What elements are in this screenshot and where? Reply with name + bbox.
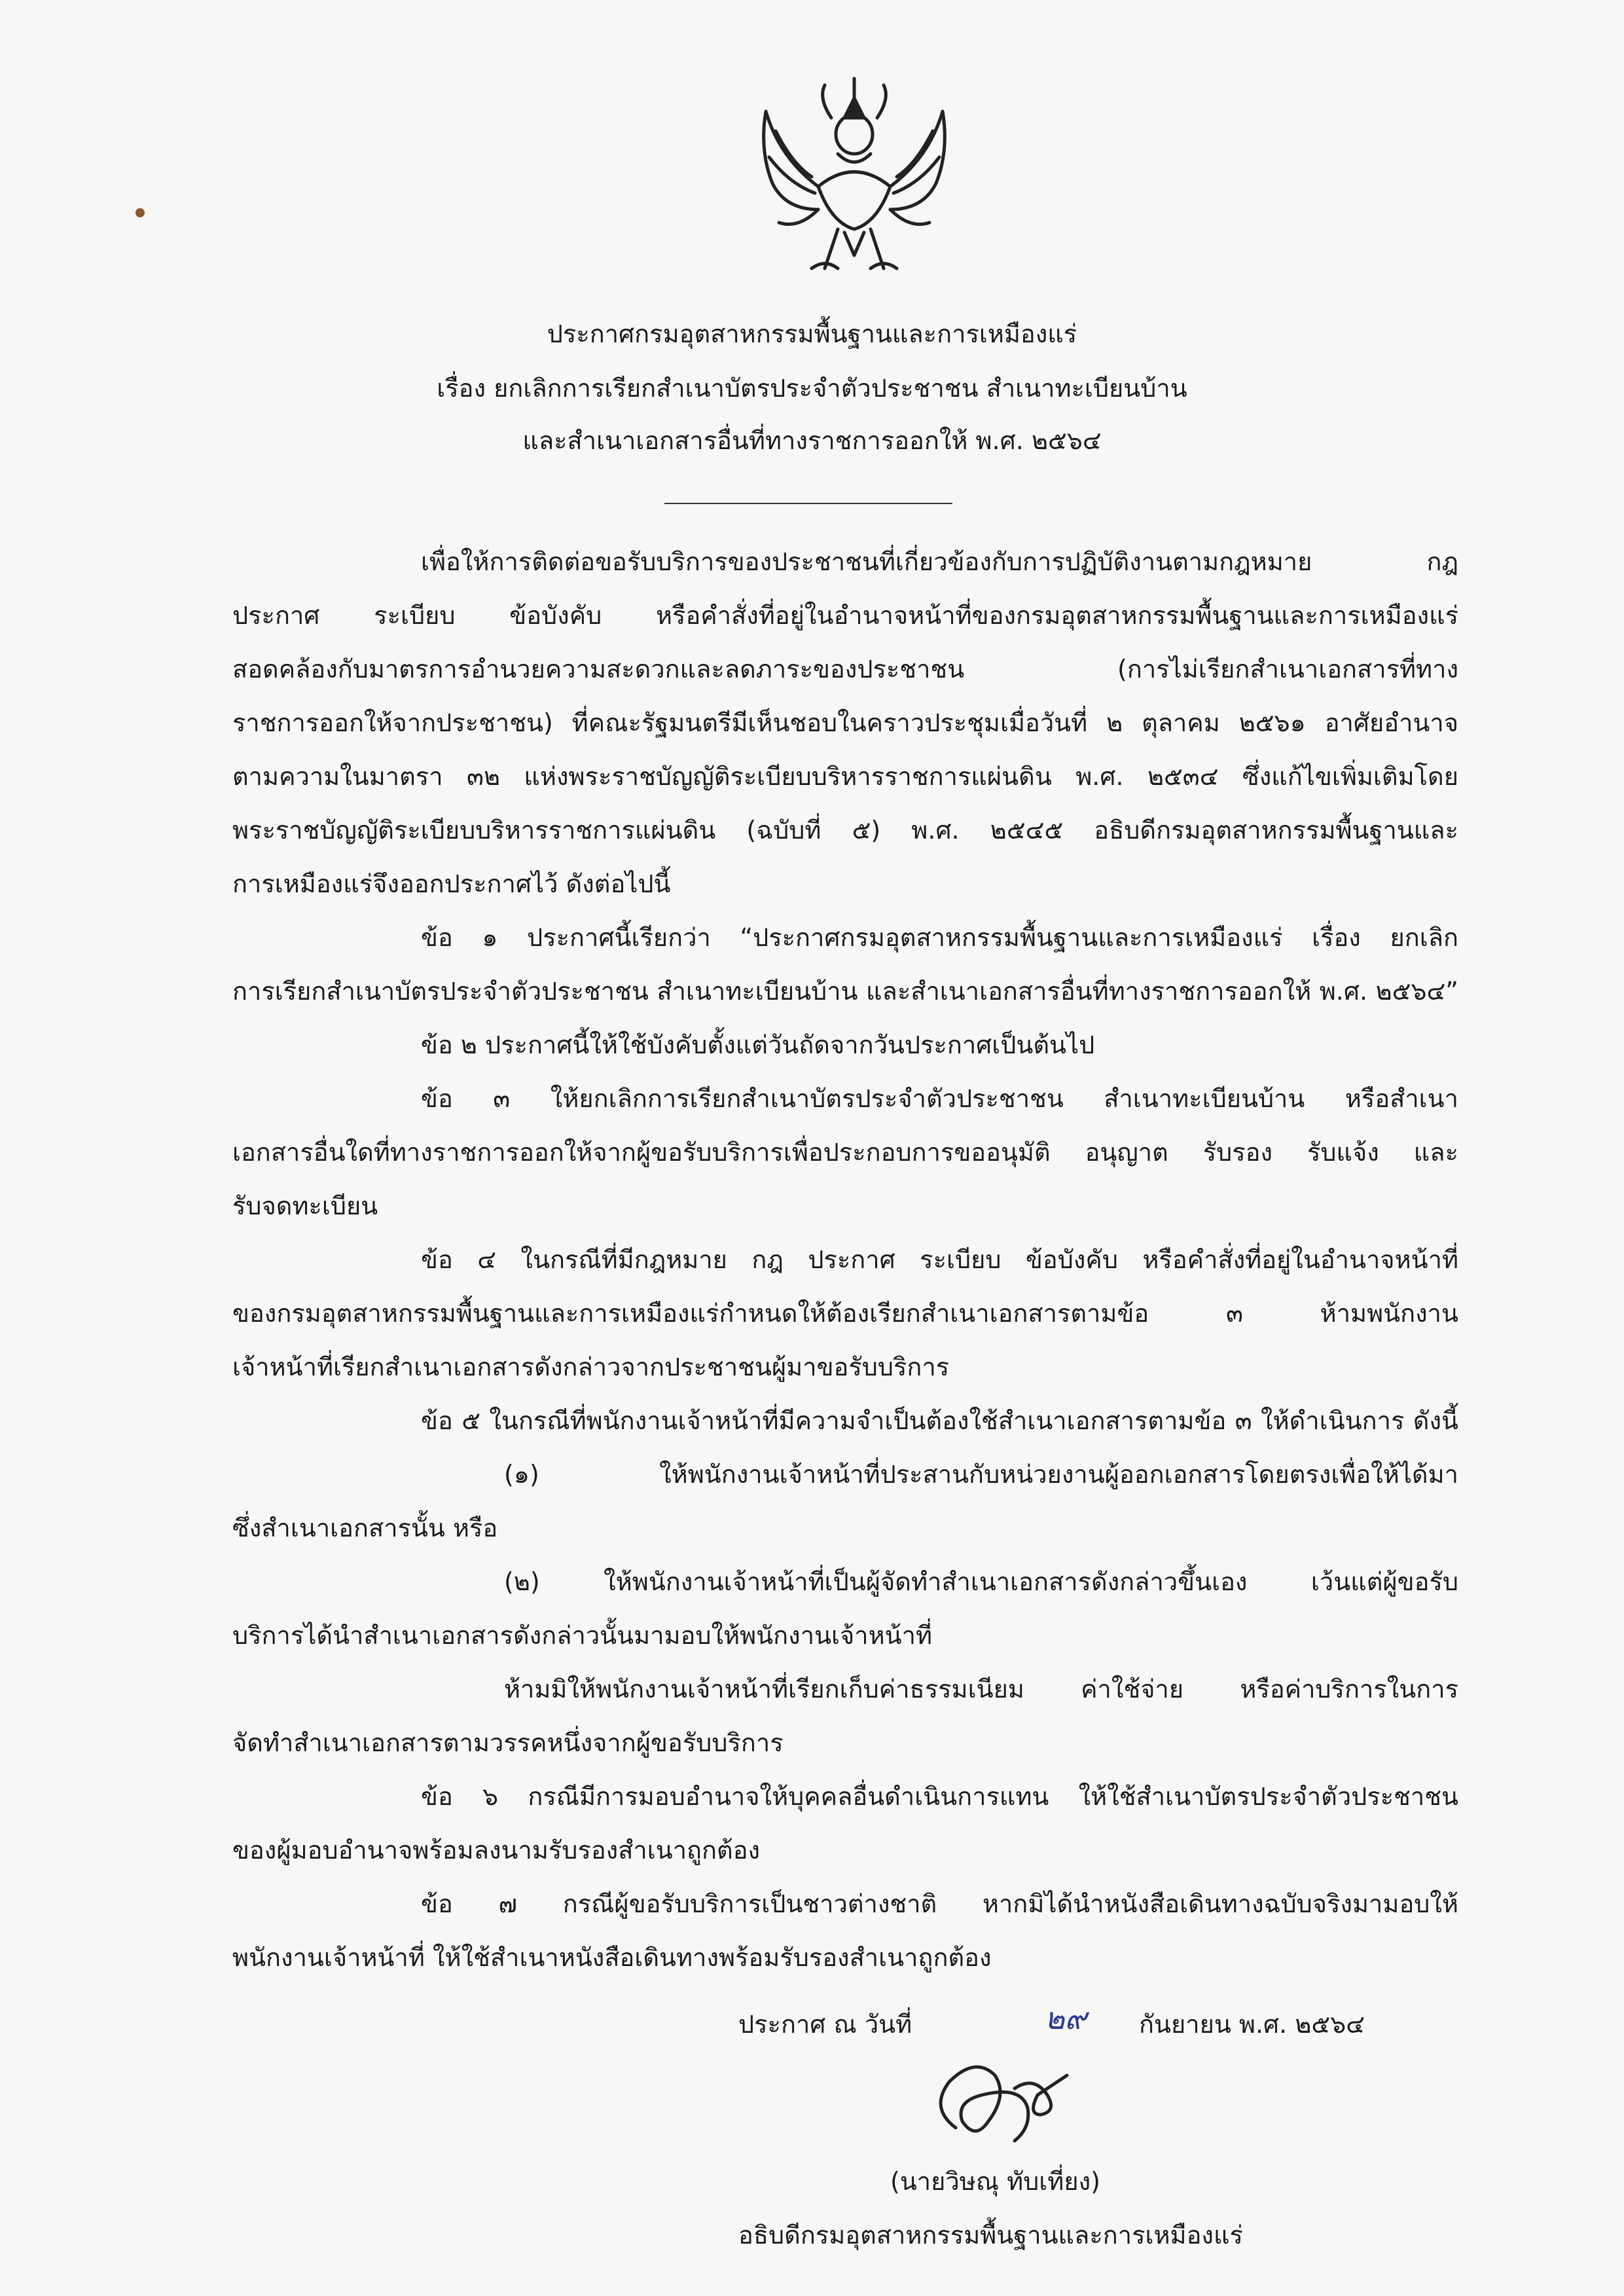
announce-date-day: ๒๙ <box>1045 2001 1087 2036</box>
clause-5-item-2-line-1: (๒) ให้พนักงานเจ้าหน้าที่เป็นผู้จัดทำสำเนาเอกสารดังกล่าวขึ้นเอง เว้นแต่ผู้ขอรับ <box>504 1567 1458 1596</box>
handwritten-signature-icon <box>916 2049 1113 2154</box>
clause-3-line-3: รับจดทะเบียน <box>232 1192 378 1220</box>
preamble-line-2: ประกาศ ระเบียบ ข้อบังคับ หรือคำสั่งที่อยู่ในอำนาจหน้าที่ของกรมอุตสาหกรรมพื้นฐานและการเหมืองแร่ <box>232 601 1458 630</box>
preamble-line-4: ราชการออกให้จากประชาชน) ที่คณะรัฐมนตรีมีเห็นชอบในคราวประชุมเมื่อวันที่ ๒ ตุลาคม ๒๕๖๑ อาศัยอำนาจ <box>232 708 1458 737</box>
clause-3-line-1: ข้อ ๓ ให้ยกเลิกการเรียกสำเนาบัตรประจำตัวประชาชน สำเนาทะเบียนบ้าน หรือสำเนา <box>421 1084 1458 1113</box>
preamble-line-5: ตามความในมาตรา ๓๒ แห่งพระราชบัญญัติระเบียบบริหารราชการแผ่นดิน พ.ศ. ๒๕๓๔ ซึ่งแก้ไขเพิ่มเติมโดย <box>232 762 1458 791</box>
clause-5-intro: ข้อ ๕ ในกรณีที่พนักงานเจ้าหน้าที่มีความจำเป็นต้องใช้สำเนาเอกสารตามข้อ ๓ ให้ดำเนินการ ดังนี้ <box>421 1406 1458 1435</box>
clause-7-line-2: พนักงานเจ้าหน้าที่ ให้ใช้สำเนาหนังสือเดินทางพร้อมรับรองสำเนาถูกต้อง <box>232 1943 992 1972</box>
announce-date-prefix: ประกาศ ณ วันที่ <box>738 2010 912 2039</box>
clause-4-line-1: ข้อ ๔ ในกรณีที่มีกฎหมาย กฎ ประกาศ ระเบียบ ข้อบังคับ หรือคำสั่งที่อยู่ในอำนาจหน้าที่ <box>421 1245 1458 1274</box>
clause-5-item-2-line-2: บริการได้นำสำเนาเอกสารดังกล่าวนั้นมามอบให้พนักงานเจ้าหน้าที่ <box>232 1621 933 1650</box>
paper-speck <box>135 208 145 217</box>
clause-7-line-1: ข้อ ๗ กรณีผู้ขอรับบริการเป็นชาวต่างชาติ หากมิได้นำหนังสือเดินทางฉบับจริงมามอบให้ <box>421 1889 1458 1918</box>
garuda-emblem-icon <box>740 72 969 288</box>
preamble-line-3: สอดคล้องกับมาตรการอำนวยความสะดวกและลดภาระของประชาชน (การไม่เรียกสำเนาเอกสารที่ทาง <box>232 655 1458 683</box>
signer-name: (นายวิษณุ ทับเที่ยง) <box>890 2167 1100 2196</box>
clause-6-line-2: ของผู้มอบอำนาจพร้อมลงนามรับรองสำเนาถูกต้อง <box>232 1836 761 1865</box>
clause-1-line-2: การเรียกสำเนาบัตรประจำตัวประชาชน สำเนาทะเบียนบ้าน และสำเนาเอกสารอื่นที่ทางราชการออกให้ พ.ศ. ๒๕๖๔” <box>232 977 1458 1006</box>
clause-5-item-1-line-1: (๑) ให้พนักงานเจ้าหน้าที่ประสานกับหน่วยงานผู้ออกเอกสารโดยตรงเพื่อให้ได้มา <box>504 1460 1458 1489</box>
title-divider <box>664 503 952 504</box>
preamble-line-6: พระราชบัญญัติระเบียบบริหารราชการแผ่นดิน (ฉบับที่ ๕) พ.ศ. ๒๕๔๕ อธิบดีกรมอุตสาหกรรมพื้นฐานและ <box>232 816 1458 845</box>
clause-4-line-3: เจ้าหน้าที่เรียกสำเนาเอกสารดังกล่าวจากประชาชนผู้มาขอรับบริการ <box>232 1353 950 1381</box>
clause-5-item-1-line-2: ซึ่งสำเนาเอกสารนั้น หรือ <box>232 1514 498 1542</box>
clause-5-fee-line-1: ห้ามมิให้พนักงานเจ้าหน้าที่เรียกเก็บค่าธรรมเนียม ค่าใช้จ่าย หรือค่าบริการในการ <box>504 1675 1458 1704</box>
preamble-line-1: เพื่อให้การติดต่อขอรับบริการของประชาชนที่เกี่ยวข้องกับการปฏิบัติงานตามกฎหมาย กฎ <box>421 547 1458 576</box>
title-line-1: ประกาศกรมอุตสาหกรรมพื้นฐานและการเหมืองแร่ <box>547 319 1077 348</box>
clause-2: ข้อ ๒ ประกาศนี้ให้ใช้บังคับตั้งแต่วันถัดจากวันประกาศเป็นต้นไป <box>421 1030 1095 1059</box>
preamble-line-7: การเหมืองแร่จึงออกประกาศไว้ ดังต่อไปนี้ <box>232 869 671 898</box>
clause-1-line-1: ข้อ ๑ ประกาศนี้เรียกว่า “ประกาศกรมอุตสาหกรรมพื้นฐานและการเหมืองแร่ เรื่อง ยกเลิก <box>421 923 1458 952</box>
clause-3-line-2: เอกสารอื่นใดที่ทางราชการออกให้จากผู้ขอรับบริการเพื่อประกอบการขออนุมัติ อนุญาต รับรอง รับแจ้ง และ <box>232 1138 1458 1167</box>
signer-title: อธิบดีกรมอุตสาหกรรมพื้นฐานและการเหมืองแร่ <box>738 2221 1243 2250</box>
clause-6-line-1: ข้อ ๖ กรณีมีการมอบอำนาจให้บุคคลอื่นดำเนินการแทน ให้ใช้สำเนาบัตรประจำตัวประชาชน <box>421 1782 1458 1811</box>
clause-5-fee-line-2: จัดทำสำเนาเอกสารตามวรรคหนึ่งจากผู้ขอรับบริการ <box>232 1728 784 1757</box>
announce-date-suffix: กันยายน พ.ศ. ๒๕๖๔ <box>1139 2010 1365 2039</box>
title-line-3: และสำเนาเอกสารอื่นที่ทางราชการออกให้ พ.ศ. ๒๕๖๔ <box>522 426 1102 455</box>
clause-4-line-2: ของกรมอุตสาหกรรมพื้นฐานและการเหมืองแร่กำหนดให้ต้องเรียกสำเนาเอกสารตามข้อ ๓ ห้ามพนักงาน <box>232 1299 1458 1328</box>
title-line-2: เรื่อง ยกเลิกการเรียกสำเนาบัตรประจำตัวประชาชน สำเนาทะเบียนบ้าน <box>437 374 1187 403</box>
